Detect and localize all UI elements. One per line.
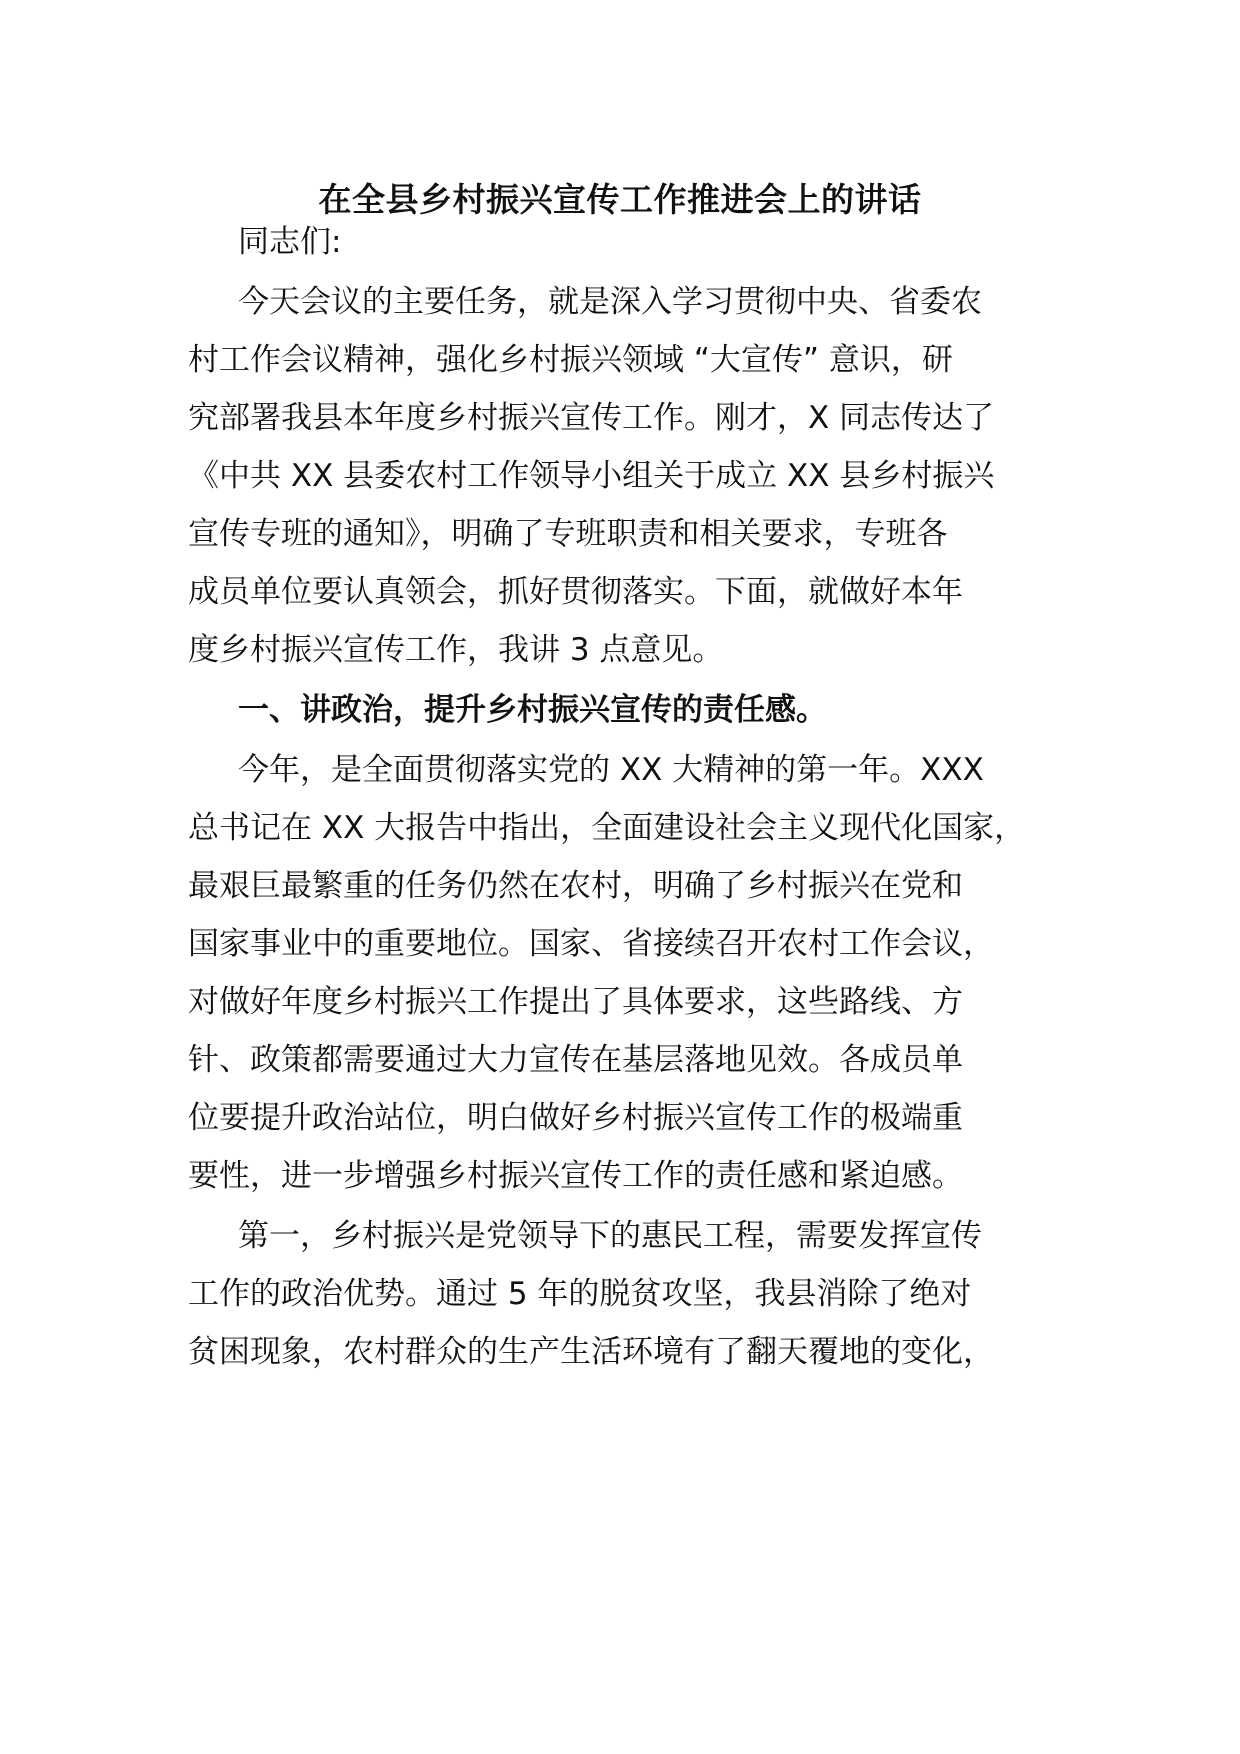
paragraph-line: 《中共 XX 县委农村工作领导小组关于成立 XX 县乡村振兴 <box>188 458 995 494</box>
document-title: 在全县乡村振兴宣传工作推进会上的讲话 <box>318 180 922 219</box>
paragraph-line: 国家事业中的重要地位。国家、省接续召开农村工作会议， <box>188 926 994 962</box>
paragraph-line: 第一，乡村振兴是党领导下的惠民工程，需要发挥宣传 <box>238 1218 982 1254</box>
paragraph-line: 针、政策都需要通过大力宣传在基层落地见效。各成员单 <box>188 1042 963 1078</box>
paragraph-line: 位要提升政治站位，明白做好乡村振兴宣传工作的极端重 <box>188 1100 963 1136</box>
section-heading: 一、讲政治，提升乡村振兴宣传的责任感。 <box>238 692 827 728</box>
paragraph-line: 对做好年度乡村振兴工作提出了具体要求，这些路线、方 <box>188 984 963 1020</box>
paragraph-line: 今年，是全面贯彻落实党的 XX 大精神的第一年。XXX <box>238 752 984 788</box>
paragraph-line: 成员单位要认真领会，抓好贯彻落实。下面，就做好本年 <box>188 574 963 610</box>
paragraph-line: 村工作会议精神，强化乡村振兴领域 “大宣传” 意识，研 <box>188 342 953 378</box>
paragraph-line: 今天会议的主要任务，就是深入学习贯彻中央、省委农 <box>238 284 982 320</box>
paragraph-line: 总书记在 XX 大报告中指出，全面建设社会主义现代化国家， <box>188 810 1026 846</box>
paragraph-line: 要性，进一步增强乡村振兴宣传工作的责任感和紧迫感。 <box>188 1158 963 1194</box>
paragraph-line: 宣传专班的通知》，明确了专班职责和相关要求，专班各 <box>188 516 948 552</box>
paragraph-line: 工作的政治优势。通过 5 年的脱贫攻坚，我县消除了绝对 <box>188 1276 972 1312</box>
paragraph-line: 贫困现象，农村群众的生产生活环境有了翻天覆地的变化， <box>188 1334 994 1370</box>
paragraph-line: 最艰巨最繁重的任务仍然在农村，明确了乡村振兴在党和 <box>188 868 963 904</box>
paragraph-line: 度乡村振兴宣传工作，我讲 3 点意见。 <box>188 632 724 668</box>
paragraph-line: 究部署我县本年度乡村振兴宣传工作。刚才，X 同志传达了 <box>188 400 995 436</box>
salutation: 同志们: <box>238 224 342 260</box>
